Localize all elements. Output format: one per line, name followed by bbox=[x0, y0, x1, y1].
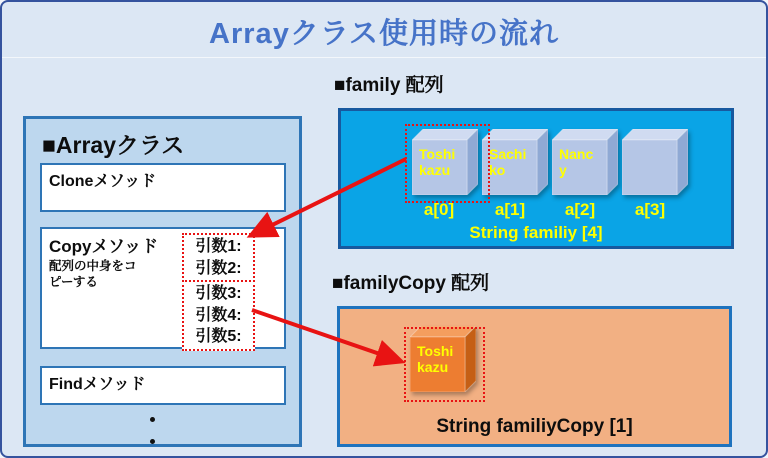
array-cell-cube bbox=[482, 129, 548, 195]
cell-value: Nanc y bbox=[559, 146, 594, 179]
array-cell-cube-empty bbox=[622, 129, 688, 195]
cell-value: Toshi kazu bbox=[419, 146, 456, 179]
copied-target-highlight bbox=[404, 327, 485, 402]
index-label: a[2] bbox=[564, 200, 596, 219]
title-divider bbox=[2, 57, 766, 58]
clone-method-label: Cloneメソッド bbox=[49, 173, 157, 190]
find-method-box bbox=[40, 366, 286, 405]
array-class-heading: ■Arrayクラス bbox=[42, 132, 185, 158]
param-3: 引数3: bbox=[195, 285, 242, 302]
ellipsis-dot bbox=[150, 417, 155, 422]
params-group-3-5 bbox=[182, 280, 255, 351]
copy-method-description-line1: 配列の中身をコ bbox=[49, 259, 137, 273]
cell-value: Toshi kazu bbox=[417, 343, 454, 376]
family-copy-heading: ■familyCopy 配列 bbox=[332, 273, 490, 294]
index-label: a[1] bbox=[494, 200, 526, 219]
param-4: 引数4: bbox=[195, 306, 242, 324]
index-label: a[3] bbox=[634, 200, 666, 219]
family-copy-declaration: String familiyCopy [1] bbox=[436, 416, 633, 437]
array-cell-cube bbox=[552, 129, 618, 195]
cell-value: Sachi ko bbox=[489, 146, 527, 179]
param-1: 引数1: bbox=[195, 238, 242, 255]
array-class-panel bbox=[23, 116, 302, 447]
param-2: 引数2: bbox=[195, 259, 242, 277]
family-array-heading: ■family 配列 bbox=[334, 75, 444, 96]
copied-source-highlight bbox=[405, 124, 490, 203]
index-label: a[0] bbox=[423, 200, 455, 219]
copy-method-description-line2: ピーする bbox=[49, 275, 98, 290]
params-group-1-2 bbox=[182, 233, 255, 282]
param-5: 引数5: bbox=[195, 328, 242, 345]
cube-3d-icon bbox=[622, 129, 688, 195]
copy-params-highlight bbox=[182, 233, 255, 351]
family-array-declaration: String familiy [4] bbox=[469, 223, 603, 242]
clone-method-box bbox=[40, 163, 286, 212]
copy-method-label: Copyメソッド bbox=[49, 237, 159, 256]
page-title: Arrayクラス使用時の流れ bbox=[209, 18, 559, 50]
ellipsis-dot bbox=[150, 439, 155, 444]
find-method-label: Findメソッド bbox=[49, 376, 146, 393]
family-copy-array-box bbox=[337, 306, 732, 447]
family-array-box bbox=[338, 108, 734, 249]
